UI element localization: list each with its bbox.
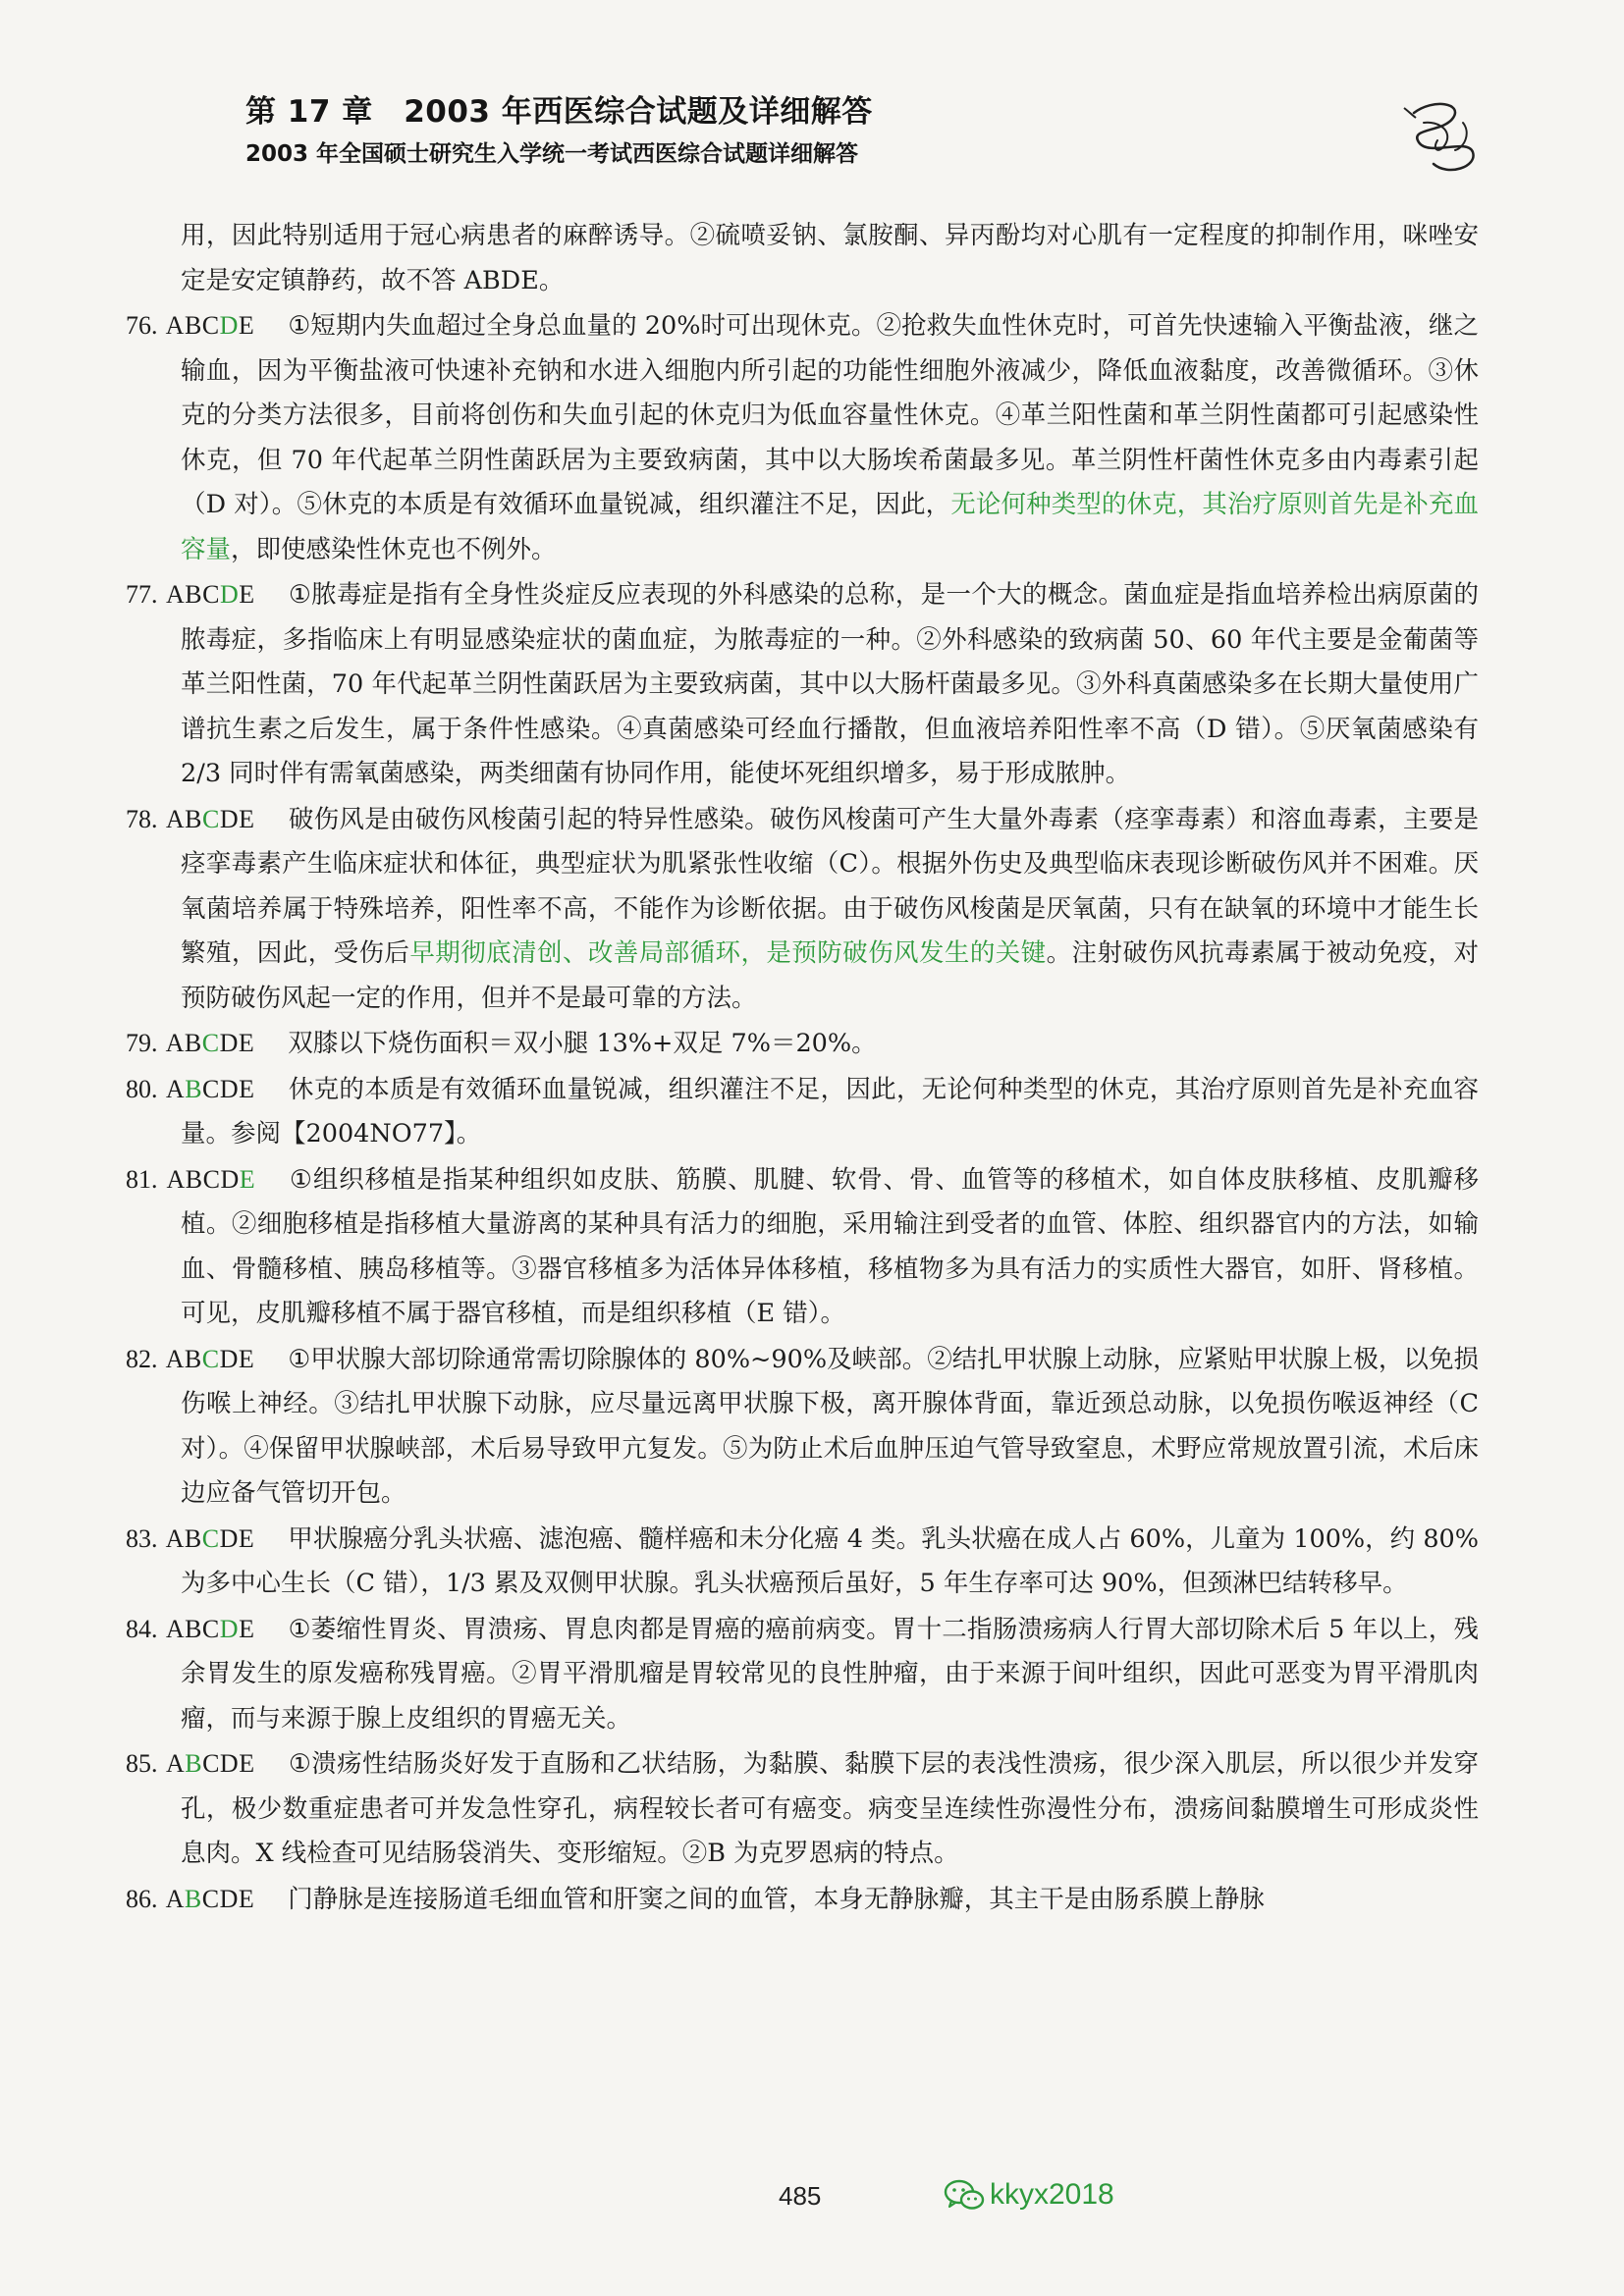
logo-scribble-icon	[1394, 93, 1492, 182]
highlighted-text: 无论何种类型的休克，其治疗原则首先是补充血容量	[181, 490, 1479, 564]
question-number: 80.	[126, 1074, 158, 1103]
correct-answer: C	[201, 1344, 220, 1373]
correct-answer: C	[201, 1029, 220, 1057]
question-number: 86.	[126, 1884, 158, 1913]
correct-answer: B	[185, 1749, 203, 1778]
explanation-text: ①组织移植是指某种组织如皮肤、筋膜、肌腱、软骨、骨、血管等的移植术，如自体皮肤移植、皮肌瓣移植。②细胞移植是指移植大量游离的某种具有活力的细胞，采用输注到受者的血管、体腔、组织器官内的方法，如输血、骨髓移植、胰岛移植等。③器官移植多为活体异体移植，移植物多为具有活力的实质性大器官，如肝、肾移植。可见，皮肌瓣移植不属于器官移植，而是组织移植（E 错）。	[181, 1164, 1479, 1328]
answer-explanations	[126, 214, 1479, 1922]
explanation-text: ①甲状腺大部切除通常需切除腺体的 80%~90%及峡部。②结扎甲状腺上动脉，应紧贴甲状腺上极，以免损伤喉上神经。③结扎甲状腺下动脉，应尽量远离甲状腺下极，离开腺体背面，靠近颈总动脉，以免损伤喉返神经（C 对）。④保留甲状腺峡部，术后易导致甲亢复发。⑤为防止术后血肿压迫气管导致窒息，术野应常规放置引流，术后床边应备气管切开包。	[181, 1344, 1479, 1508]
answer-entry-84	[126, 1607, 1479, 1742]
explanation-text: 双膝以下烧伤面积＝双小腿 13%+双足 7%＝20%。	[288, 1029, 877, 1058]
answer-options: ABCDE	[165, 1749, 255, 1778]
answer-entry-78	[126, 797, 1479, 1022]
watermark-text: kkyx2018	[990, 2178, 1114, 2211]
explanation-text: ①短期内失血超过全身总血量的 20%时可出现休克。②抢救失血性休克时，可首先快速输入平衡盐液，继之输血，因为平衡盐液可快速补充钠和水进入细胞内所引起的功能性细胞外液减少，降低血液黏度，改善微循环。③休克的分类方法很多，目前将创伤和失血引起的休克归为低血容量性休克。④革兰阳性菌和革兰阴性菌都可引起感染性休克，但 70 年代起革兰阴性菌跃居为主要致病菌，其中以大肠埃希菌最多见。革兰阴性杆菌性休克多由内毒素引起（D 对）。⑤休克的本质是有效循环血量锐减，组织灌注不足，因此，	[181, 311, 1479, 519]
answer-entry-83	[126, 1517, 1479, 1607]
explanation-text: ①脓毒症是指有全身性炎症反应表现的外科感染的总称，是一个大的概念。菌血症是指血培养检出病原菌的脓毒症，多指临床上有明显感染症状的菌血症，为脓毒症的一种。②外科感染的致病菌 50、60 年代主要是金葡菌等革兰阳性菌，70 年代起革兰阴性菌跃居为主要致病菌，其中以大肠杆菌最多见。③外科真菌感染多在长期大量使用广谱抗生素之后发生，属于条件性感染。④真菌感染可经血行播散，但血液培养阳性率不高（D 错）。⑤厌氧菌感染有 2/3 同时伴有需氧菌感染，两类细菌有协同作用，能使坏死组织增多，易于形成脓肿。	[181, 580, 1479, 788]
answer-options: ABCDE	[165, 1614, 255, 1643]
answer-options: ABCDE	[165, 580, 255, 609]
chapter-title: 第 17 章 2003 年西医综合试题及详细解答	[245, 94, 873, 130]
answer-options: ABCDE	[165, 1029, 255, 1057]
answer-entry-80	[126, 1067, 1479, 1157]
correct-answer: D	[219, 580, 240, 609]
answer-entry-86	[126, 1877, 1479, 1923]
question-number: 83.	[126, 1523, 158, 1553]
answer-options: ABCDE	[165, 1523, 255, 1553]
question-number: 79.	[126, 1029, 158, 1057]
question-number: 78.	[126, 804, 158, 833]
question-number: 81.	[126, 1164, 158, 1194]
correct-answer: E	[239, 1164, 256, 1194]
correct-answer: D	[219, 311, 239, 340]
answer-options: ABCDE	[165, 1344, 255, 1373]
question-number: 85.	[126, 1749, 158, 1778]
question-number: 76.	[126, 311, 158, 340]
explanation-text: 休克的本质是有效循环血量锐减，组织灌注不足，因此，无论何种类型的休克，其治疗原则首先是补充血容量。参阅【2004NO77】。	[181, 1074, 1479, 1148]
question-number: 77.	[126, 580, 158, 609]
explanation-text: 门静脉是连接肠道毛细血管和肝窦之间的血管，本身无静脉瓣，其主干是由肠系膜上静脉	[288, 1884, 1265, 1914]
answer-options: ABCDE	[165, 311, 255, 340]
correct-answer: B	[185, 1074, 203, 1103]
question-number: 84.	[126, 1614, 158, 1643]
answer-entry-76	[126, 303, 1479, 572]
explanation-text: 破伤风是由破伤风梭菌引起的特异性感染。破伤风梭菌可产生大量外毒素（痉挛毒素）和溶血毒素，主要是痉挛毒素产生临床症状和体征，典型症状为肌紧张性收缩（C）。根据外伤史及典型临床表现诊断破伤风并不困难。厌氧菌培养属于特殊培养，阳性率不高，不能作为诊断依据。由于破伤风梭菌是厌氧菌，只有在缺氧的环境中才能生长繁殖，因此，受伤后	[181, 804, 1479, 968]
answer-options: ABCDE	[165, 1074, 255, 1103]
answer-entry-82	[126, 1337, 1479, 1517]
answer-options: ABCDE	[165, 1884, 255, 1913]
answer-options: ABCDE	[166, 1164, 256, 1194]
answer-options: ABCDE	[165, 804, 255, 833]
watermark	[943, 2177, 1114, 2213]
explanation-text: ①萎缩性胃炎、胃溃疡、胃息肉都是胃癌的癌前病变。胃十二指肠溃疡病人行胃大部切除术后 5 年以上，残余胃发生的原发癌称残胃癌。②胃平滑肌瘤是胃较常见的良性肿瘤，由于来源于间叶组织，因此可恶变为胃平滑肌肉瘤，而与来源于腺上皮组织的胃癌无关。	[181, 1614, 1479, 1734]
highlighted-text: 早期彻底清创、改善局部循环，是预防破伤风发生的关键	[409, 938, 1047, 968]
intro-text: 用，因此特别适用于冠心病患者的麻醉诱导。②硫喷妥钠、氯胺酮、异丙酚均对心肌有一定程度的抑制作用，咪唑安定是安定镇静药，故不答 ABDE。	[181, 221, 1479, 295]
chapter-subtitle: 2003 年全国硕士研究生入学统一考试西医综合试题详细解答	[245, 141, 859, 167]
correct-answer: D	[219, 1614, 240, 1643]
intro-continuation	[126, 214, 1479, 303]
answer-entry-79	[126, 1021, 1479, 1067]
wechat-icon	[943, 2177, 986, 2213]
answer-entry-85	[126, 1741, 1479, 1877]
correct-answer: C	[202, 804, 220, 833]
correct-answer: B	[184, 1884, 202, 1913]
question-number: 82.	[126, 1344, 158, 1373]
answer-entry-81	[126, 1157, 1479, 1337]
page-number: 485	[779, 2181, 822, 2211]
explanation-text: ①溃疡性结肠炎好发于直肠和乙状结肠，为黏膜、黏膜下层的表浅性溃疡，很少深入肌层，所以很少并发穿孔，极少数重症患者可并发急性穿孔，病程较长者可有癌变。病变呈连续性弥漫性分布，溃疡间黏膜增生可形成炎性息肉。X 线检查可见结肠袋消失、变形缩短。②B 为克罗恩病的特点。	[181, 1749, 1479, 1868]
explanation-text: 甲状腺癌分乳头状癌、滤泡癌、髓样癌和未分化癌 4 类。乳头状癌在成人占 60%，儿童为 100%，约 80%为多中心生长（C 错），1/3 累及双侧甲状腺。乳头状癌预后虽好，5 年生存率可达 90%，但颈淋巴结转移早。	[181, 1523, 1479, 1598]
explanation-text-tail: ，即使感染性休克也不例外。	[231, 534, 557, 564]
explanation-text-tail: 。注射破伤风抗毒素属于被动免疫，对预防破伤风起一定的作用，但并不是最可靠的方法。	[181, 938, 1479, 1013]
correct-answer: C	[201, 1523, 220, 1553]
answer-entry-77	[126, 572, 1479, 797]
